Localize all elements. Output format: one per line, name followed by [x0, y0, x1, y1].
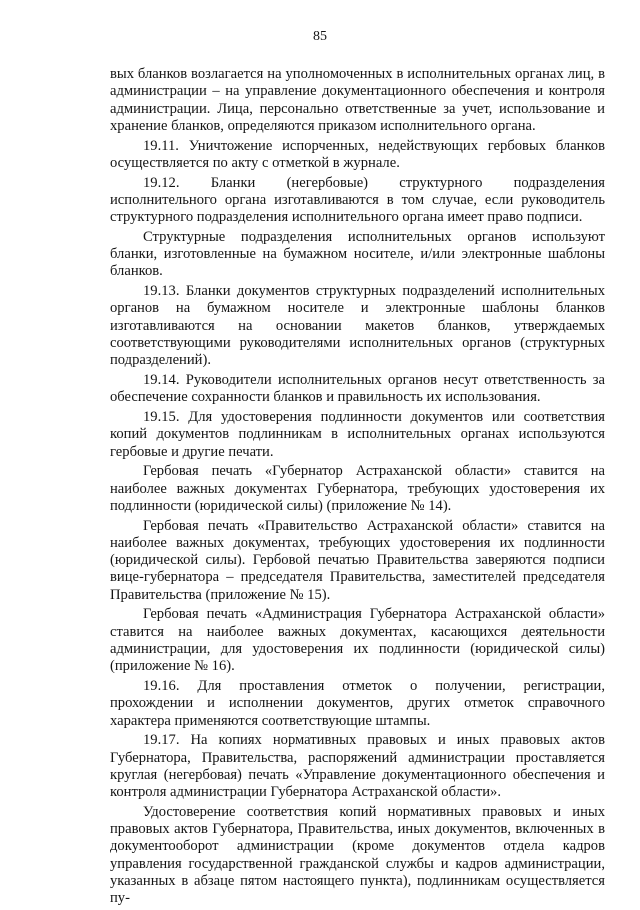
page-number: 85: [313, 29, 327, 44]
paragraph-19-17: 19.17. На копиях нормативных правовых и иных правовых актов Губернатора, Правительства, распоряжений администрации проставляется круглая (негербовая) печать «Управление документационного обеспечения и контроля администрации Губернатора Астраханской области».: [110, 732, 605, 801]
paragraph-19-12: 19.12. Бланки (негербовые) структурного подразделения исполнительного органа изготавливаются в том случае, если руководитель структурного подразделения исполнительного органа имеет право подписи.: [110, 174, 605, 226]
paragraph-19-15: 19.15. Для удостоверения подлинности документов или соответствия копий документов подлинникам в исполнительных органах используются гербовые и другие печати.: [110, 408, 605, 460]
paragraph-structural-units: Структурные подразделения исполнительных органов используют бланки, изготовленные на бумажном носителе, и/или электронные шаблоны бланков.: [110, 228, 605, 280]
paragraph-19-14: 19.14. Руководители исполнительных органов несут ответственность за обеспечение сохранности бланков и правильность их использования.: [110, 372, 605, 406]
paragraph-seal-governor: Гербовая печать «Губернатор Астраханской области» ставится на наиболее важных документах Губернатора, требующих удостоверения их подлинности (юридической силы) (приложение № 14).: [110, 463, 605, 514]
paragraph-seal-administration: Гербовая печать «Администрация Губернатора Астраханской области» ставится на наиболее важных документах, касающихся деятельности администрации, для удостоверения их подлинности (юридической силы) (приложение № 16).: [110, 606, 605, 675]
paragraph-continuation: вых бланков возлагается на уполномоченных в исполнительных органах лиц, в администрации – на управление документационного обеспечения и контроля администрации. Лица, персонально ответственные за учет, использование и хранение бланков, определяются приказом исполнительного органа.: [110, 66, 605, 134]
paragraph-19-16: 19.16. Для проставления отметок о получении, регистрации, прохождении и исполнении документов, других отметок справочного характера применяются соответствующие штампы.: [110, 678, 605, 729]
paragraph-seal-government: Гербовая печать «Правительство Астраханской области» ставится на наиболее важных документах, требующих удостоверения их подлинности (юридической силы). Гербовой печатью Правительства заверяются подписи вице-губернатора – председателя Правительства, заместителей председателя Правительства (приложение № 15).: [110, 517, 605, 603]
paragraph-copies-certification: Удостоверение соответствия копий нормативных правовых и иных правовых актов Губернатора, Правительства, иных документов, включенных в документооборот администрации (кроме документов отдела кадров управления государственной гражданской службы и кадров администрации, указанных в абзаце пятом настоящего пункта), подлинникам осуществляется пу-: [110, 803, 605, 907]
paragraph-19-13: 19.13. Бланки документов структурных подразделений исполнительных органов на бумажном носителе и электронные шаблоны бланков изготавливаются на основании макетов бланков, утверждаемых соответствующими руководителями исполнительных органов (структурных подразделений).: [110, 283, 605, 369]
document-body: [110, 66, 605, 910]
paragraph-19-11: 19.11. Уничтожение испорченных, недействующих гербовых бланков осуществляется по акту с отметкой в журнале.: [110, 137, 605, 171]
